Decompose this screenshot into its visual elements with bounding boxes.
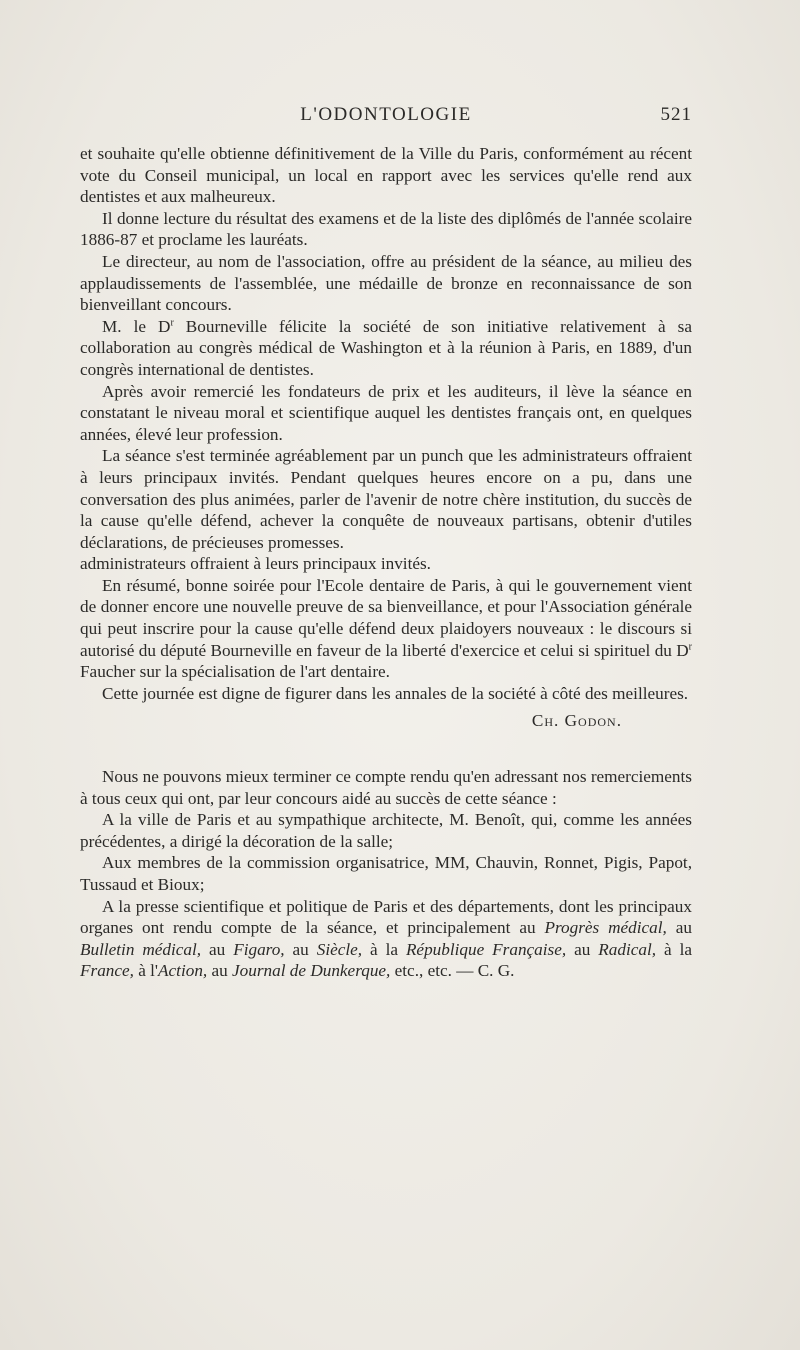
text-run: au	[201, 939, 234, 959]
text-run: au	[284, 939, 317, 959]
paragraph: Le directeur, au nom de l'association, offre au président de la séance, au milieu des applaudissements de l'assemblée, une médaille de bronze en reconnaissance de son bienveillant concours.	[80, 251, 692, 315]
superscript: r	[688, 640, 692, 652]
paragraph: et souhaite qu'elle obtienne définitivement de la Ville du Paris, conformément au récent vote du Conseil municipal, un local en rapport avec les services qu'elle rend aux dentistes et aux malheureux.	[80, 144, 692, 207]
paragraph	[80, 316, 692, 381]
text-run: au	[566, 939, 599, 959]
journal-title: Journal de Dunkerque,	[232, 961, 391, 981]
paragraph: La séance s'est terminée agréablement par un punch que les administrateurs offraient à leurs principaux invités. Pendant quelques heures encore on a pu, dans une conversation des plus animées, parler de l'avenir de notre chère institution, du succès de la cause qu'elle défend, achever la conquête de nouveaux partisans, obtenir d'utiles déclarations, de précieuses promesses.	[80, 446, 692, 552]
paragraph: A la ville de Paris et au sympathique architecte, M. Benoît, qui, comme les années précédentes, a dirigé la décoration de la salle;	[80, 810, 692, 851]
text-run: etc., etc. — C. G.	[390, 961, 515, 981]
text-run: Bourneville félicite la société de son initiative relativement à sa collaboration au congrès médical de Washington et à la réunion à Paris, en 1889, d'un congrès international de dentistes.	[80, 316, 692, 379]
journal-title: Bulletin médical,	[80, 939, 202, 959]
text-run: M. le D	[102, 316, 171, 336]
text-run: A la presse scientifique et politique de Paris et des départements, dont les principaux organes ont rendu compte de la séance, et principalement au	[80, 896, 692, 938]
paragraph: Après avoir remercié les fondateurs de prix et les auditeurs, il lève la séance en constatant le niveau moral et scientifique auquel les dentistes français ont, en quelques années, élevé leur profession.	[80, 381, 692, 444]
text-run: à la	[362, 939, 406, 959]
paragraph	[80, 896, 692, 982]
journal-title: Radical,	[598, 939, 657, 959]
text-run: En résumé, bonne soirée pour l'Ecole dentaire de Paris, à qui le gouvernement vient de donner encore une nouvelle preuve de sa bienveillance, et pour l'Association générale qui peut inscrire pour la cause qu'elle défend deux plaidoyers nouveaux : le discours si autorisé du député Bourneville en faveur de la liberté d'exercice et celui si spirituel du D	[80, 575, 692, 660]
journal-title: Siècle,	[316, 939, 363, 959]
journal-title: Figaro,	[233, 939, 285, 959]
text-run: Faucher sur la spécialisation de l'art dentaire.	[80, 662, 390, 682]
journal-title: Progrès médical,	[544, 918, 667, 938]
text-run: au	[207, 961, 233, 981]
running-title: L'ODONTOLOGIE	[300, 104, 472, 125]
paragraph: Nous ne pouvons mieux terminer ce compte rendu qu'en adressant nos remerciements à tous ceux qui ont, par leur concours aidé au succès de cette séance :	[80, 767, 692, 808]
signature: Ch. Godon.	[531, 711, 622, 731]
text-run: au	[666, 918, 692, 938]
journal-title: Action,	[158, 961, 208, 981]
journal-title: République Française,	[405, 939, 567, 959]
superscript: r	[170, 317, 174, 329]
page-number: 521	[660, 104, 692, 125]
paragraph	[80, 575, 692, 683]
paragraph: administrateurs offraient à leurs principaux invités.	[80, 554, 431, 574]
paragraph: Cette journée est digne de figurer dans les annales de la société à côté des meilleures.	[102, 683, 689, 703]
article-body	[80, 143, 692, 982]
paragraph: Il donne lecture du résultat des examens et de la liste des diplômés de l'année scolaire 1886-87 et proclame les lauréats.	[80, 208, 692, 250]
journal-title: France,	[80, 961, 134, 981]
paragraph: Aux membres de la commission organisatrice, MM, Chauvin, Ronnet, Pigis, Papot, Tussaud et Bioux;	[80, 853, 692, 894]
page-header	[80, 104, 692, 130]
text-run: à la	[656, 939, 692, 959]
section-gap	[80, 732, 692, 766]
text-run: à l'	[133, 961, 159, 981]
